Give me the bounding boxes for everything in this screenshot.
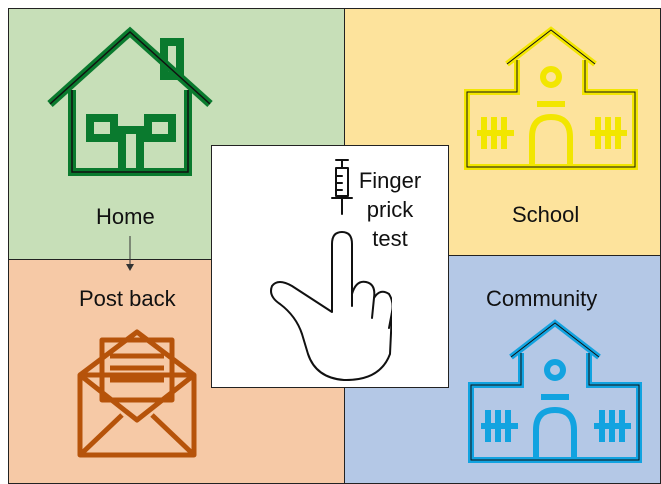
community-building-icon [466,315,646,470]
arrow-down-icon [124,236,136,272]
open-envelope-icon [72,320,202,460]
test-label-line2: prick [366,197,414,222]
school-label: School [512,202,580,227]
school-building-icon [462,22,642,177]
finger-prick-test-box [211,145,449,388]
house-icon [38,22,218,182]
test-label-line1: Finger [358,168,422,193]
post-back-label: Post back [79,286,176,311]
home-label: Home [96,204,155,229]
test-label-line3: test [372,226,408,251]
community-label: Community [486,286,598,311]
